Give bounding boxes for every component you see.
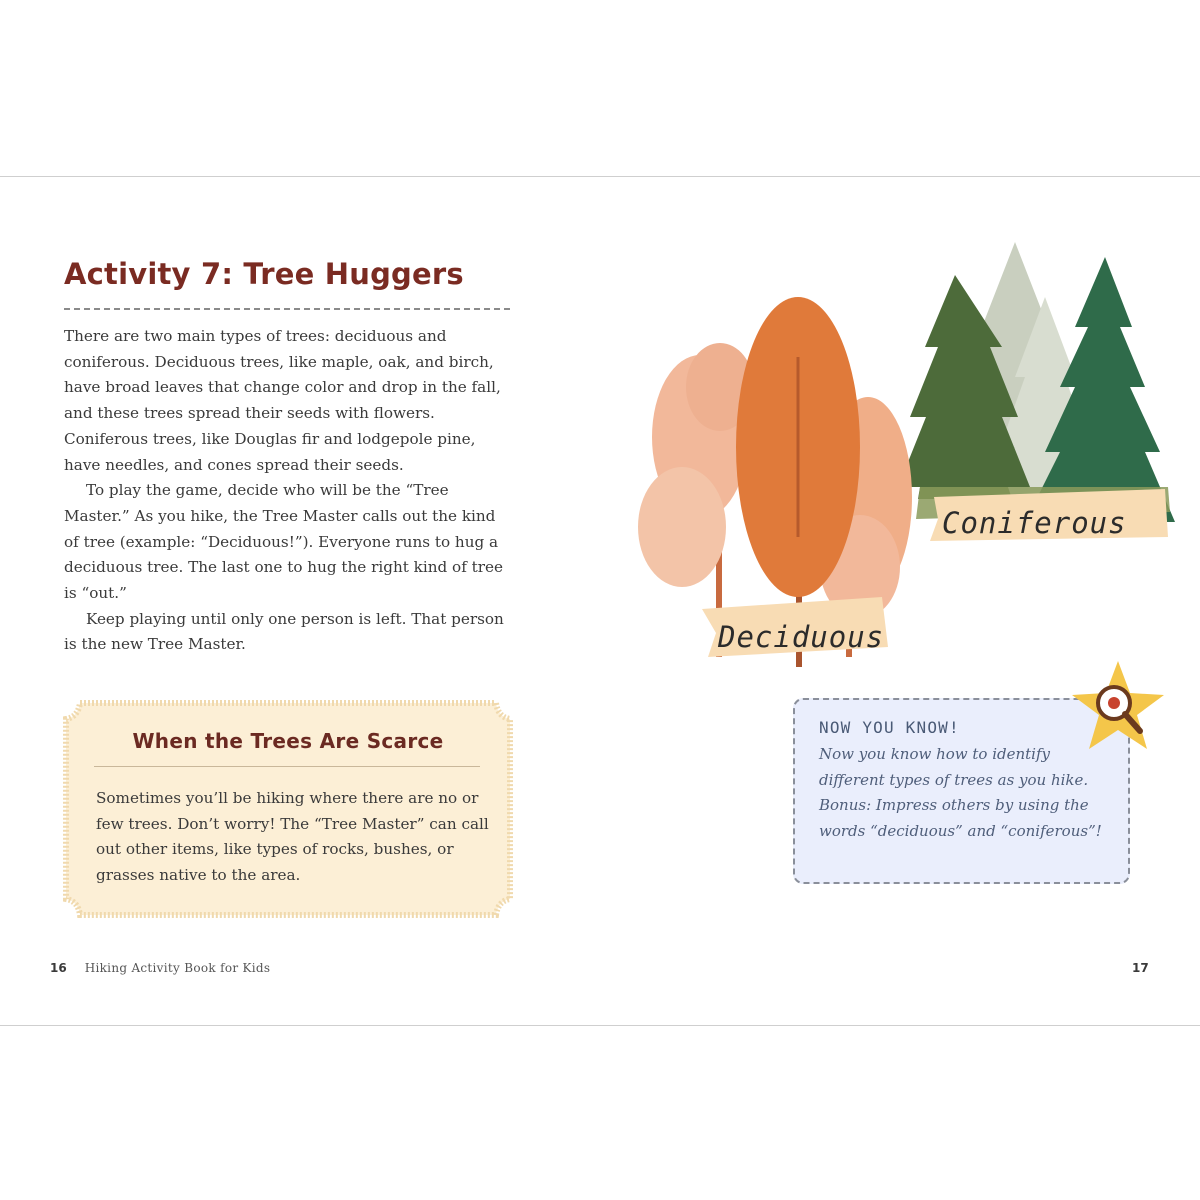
star-magnifier-icon [1068,657,1168,757]
sidebar-trees-scarce [62,699,514,919]
left-folio [50,961,270,975]
running-title: Hiking Activity Book for Kids [84,961,271,975]
sidebar-title: When the Trees Are Scarce [132,729,444,753]
now-you-know-text: Now you know how to identify different types of trees as you hike. Bonus: Impress others by using the words “deciduous” and “coniferous”! [819,745,1102,841]
activity-body [64,324,514,658]
coniferous-trees [898,242,1175,522]
sidebar-divider [94,766,480,767]
sidebar-text: Sometimes you’ll be hiking where there are no or few trees. Don’t worry! The “Tree Master” can call out other items, like types of rocks, bushes, or grasses native to the area. [96,789,489,885]
label-coniferous: Coniferous [942,506,1127,540]
page-number-left: 16 [50,961,67,975]
page-title: Activity 7: Tree Huggers [64,257,464,291]
now-you-know-heading: NOW YOU KNOW! [819,718,960,737]
paragraph-how-to-play: To play the game, decide who will be the “Tree Master.” As you hike, the Tree Master calls out the kind of tree (example: “Deciduous!”). Everyone runs to hug a deciduous tree. The last one to hug the right kind of tree is “out.” [64,481,503,603]
paragraph-intro: There are two main types of trees: deciduous and coniferous. Deciduous trees, like maple, oak, and birch, have broad leaves that change color and drop in the fall, and these trees spread their seeds with flowers. Coniferous trees, like Douglas fir and lodgepole pine, have needles, and cones spread their seeds. [64,327,501,474]
title-divider [64,308,510,310]
paragraph-keep-playing: Keep playing until only one person is left. That person is the new Tree Master. [64,609,504,654]
deciduous-label [702,597,888,657]
page-number-right: 17 [1132,961,1149,975]
coniferous-label [930,489,1168,541]
trees-illustration [620,237,1180,677]
label-deciduous: Deciduous [718,620,885,654]
book-spread [0,176,1200,1026]
